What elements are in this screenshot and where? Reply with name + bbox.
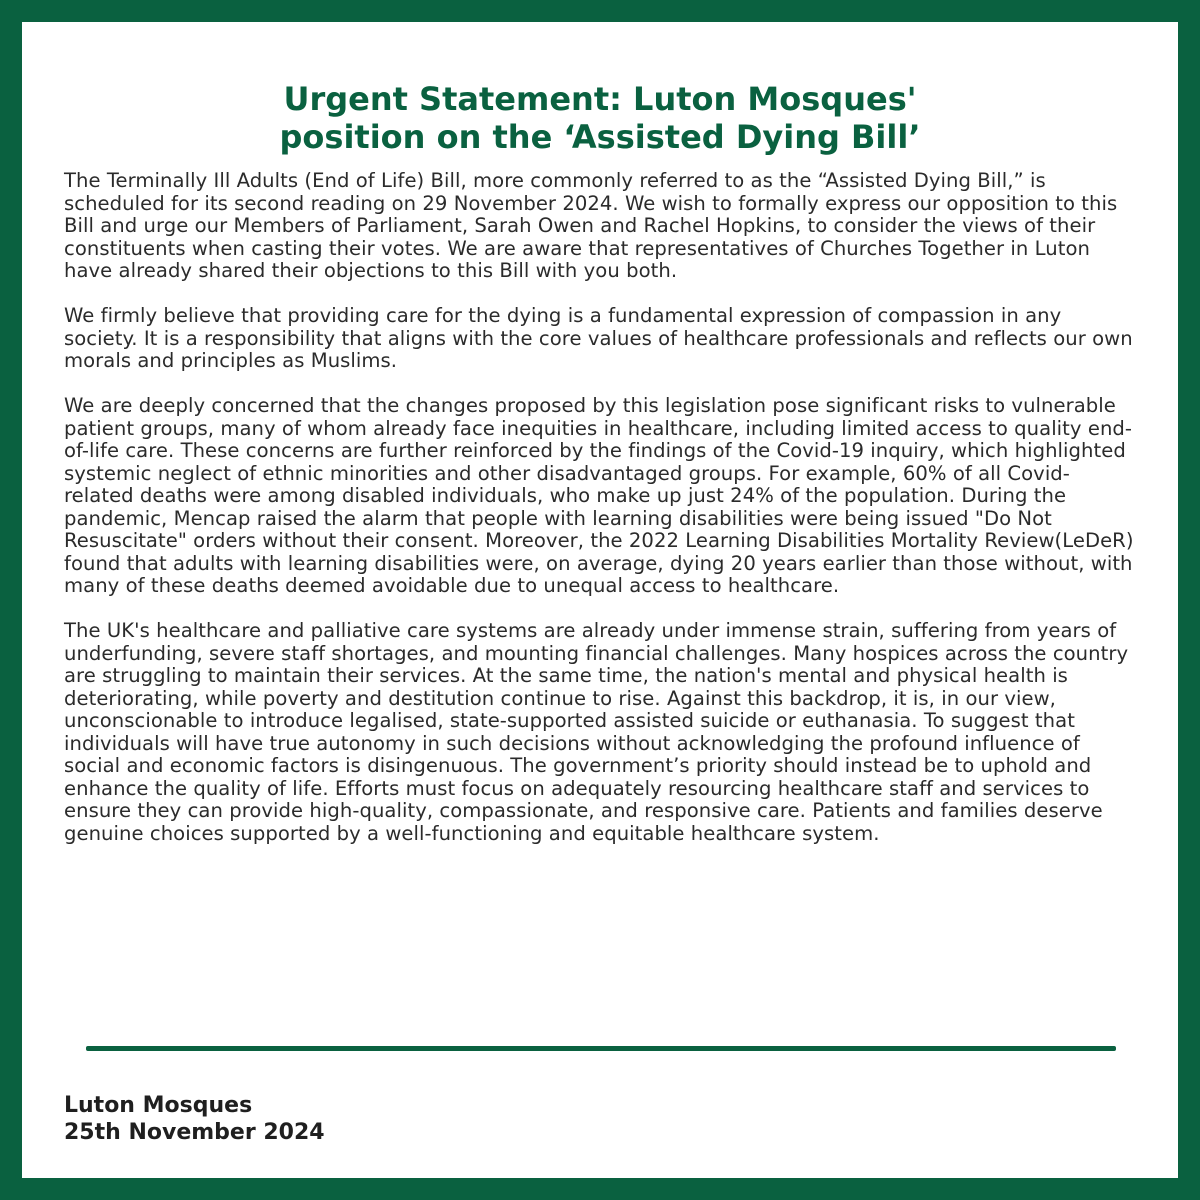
signature-date: 25th November 2024 — [64, 1120, 325, 1145]
title-line-2: position on the ‘Assisted Dying Bill’ — [279, 118, 921, 156]
signature-name: Luton Mosques — [64, 1093, 253, 1118]
paragraph-4: The UK's healthcare and palliative care systems are already under immense strain, suffering from years of underfunding, severe staff shortages, and mounting financial challenges. Many hospices across the country are struggling to maintain their services. At the same time, the nation's mental and physical health is deteriorating, while poverty and destitution continue to rise. Against this backdrop, it is, in our view, unconscionable to introduce legalised, state-supported assisted suicide or euthanasia. To suggest that individuals will have true autonomy in such decisions without acknowledging the profound influence of social and economic factors is disingenuous. The government’s priority should instead be to uphold and enhance the quality of life. Efforts must focus on adequately resourcing healthcare staff and services to ensure they can provide high-quality, compassionate, and responsive care. Patients and families deserve genuine choices supported by a well-functioning and equitable healthcare system. — [64, 619, 1129, 845]
divider-line — [86, 1046, 1116, 1051]
signature-block — [64, 1092, 325, 1146]
paragraph-1: The Terminally Ill Adults (End of Life) Bill, more commonly referred to as the “Assisted Dying Bill,” is scheduled for its second reading on 29 November 2024. We wish to formally express our opposition to this Bill and urge our Members of Parliament, Sarah Owen and Rachel Hopkins, to consider the views of their constituents when casting their votes. We are aware that representatives of Churches Together in Luton have already shared their objections to this Bill with you both. — [64, 169, 1118, 282]
title-line-1: Urgent Statement: Luton Mosques' — [283, 80, 917, 118]
paragraph-3: We are deeply concerned that the changes proposed by this legislation pose significant risks to vulnerable patient groups, many of whom already face inequities in healthcare, including limited access to quality end-of-life care. These concerns are further reinforced by the findings of the Covid-19 inquiry, which highlighted systemic neglect of ethnic minorities and other disadvantaged groups. For example, 60% of all Covid-related deaths were among disabled individuals, who make up just 24% of the population. During the pandemic, Mencap raised the alarm that people with learning disabilities were being issued "Do Not Resuscitate" orders without their consent. Moreover, the 2022 Learning Disabilities Mortality Review(LeDeR) found that adults with learning disabilities were, on average, dying 20 years earlier than those without, with many of these deaths deemed avoidable due to unequal access to healthcare. — [64, 394, 1134, 597]
paragraph-2: We firmly believe that providing care for the dying is a fundamental expression of compassion in any society. It is a responsibility that aligns with the core values of healthcare professionals and reflects our own morals and principles as Muslims. — [64, 304, 1133, 372]
statement-body — [64, 170, 1134, 868]
statement-card — [22, 22, 1178, 1178]
statement-title — [22, 80, 1178, 156]
